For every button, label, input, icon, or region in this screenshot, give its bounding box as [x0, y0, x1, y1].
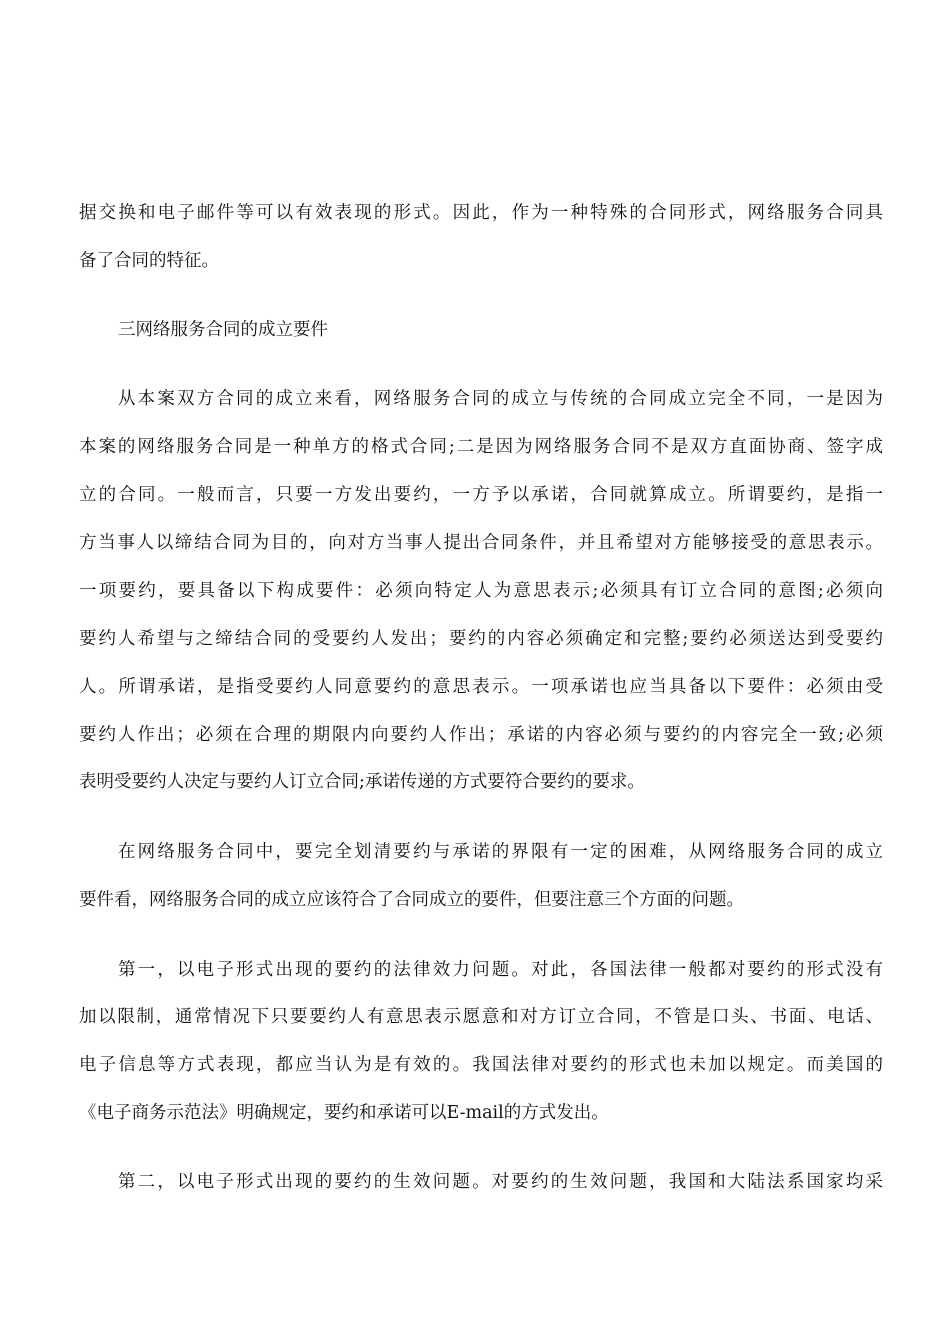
text-line: 方当事人以缔结合同为目的，向对方当事人提出合同条件，并且希望对方能够接受的意思表示。 — [79, 533, 883, 553]
text-line: 要约人希望与之缔结合同的受要约人发出；要约的内容必须确定和完整;要约必须送达到受要约 — [79, 629, 883, 649]
text-line: 表明受要约人决定与要约人订立合同;承诺传递的方式要符合要约的要求。 — [79, 772, 645, 792]
text-line: 要约人作出；必须在合理的期限内向要约人作出；承诺的内容必须与要约的内容完全一致;必须 — [79, 725, 883, 745]
text-line: 要件看，网络服务合同的成立应该符合了合同成立的要件，但要注意三个方面的问题。 — [79, 890, 744, 910]
text-line: 备了合同的特征。 — [79, 251, 219, 271]
text-line: 第一，以电子形式出现的要约的法律效力问题。对此，各国法律一般都对要约的形式没有 — [118, 960, 883, 980]
text-line: 人。所谓承诺，是指受要约人同意要约的意思表示。一项承诺也应当具备以下要件：必须由受 — [79, 677, 883, 697]
text-line: 加以限制，通常情况下只要要约人有意思表示愿意和对方订立合同，不管是口头、书面、电话、 — [79, 1007, 883, 1027]
section-heading: 三网络服务合同的成立要件 — [118, 320, 328, 340]
text-line: 在网络服务合同中，要完全划清要约与承诺的界限有一定的困难，从网络服务合同的成立 — [118, 842, 883, 862]
text-line: 电子信息等方式表现，都应当认为是有效的。我国法律对要约的形式也未加以规定。而美国的 — [79, 1055, 883, 1075]
text-line: 第二，以电子形式出现的要约的生效问题。对要约的生效问题，我国和大陆法系国家均采 — [118, 1172, 883, 1192]
text-line: 据交换和电子邮件等可以有效表现的形式。因此，作为一种特殊的合同形式，网络服务合同具 — [79, 203, 883, 223]
text-line: 《电子商务示范法》明确规定，要约和承诺可以E-mail的方式发出。 — [79, 1103, 609, 1123]
text-line: 一项要约，要具备以下构成要件：必须向特定人为意思表示;必须具有订立合同的意图;必须向 — [79, 581, 883, 601]
text-line: 立的合同。一般而言，只要一方发出要约，一方予以承诺，合同就算成立。所谓要约，是指一 — [79, 485, 883, 505]
text-line: 本案的网络服务合同是一种单方的格式合同;二是因为网络服务合同不是双方直面协商、签字成 — [79, 437, 883, 457]
text-line: 从本案双方合同的成立来看，网络服务合同的成立与传统的合同成立完全不同，一是因为 — [118, 389, 883, 409]
